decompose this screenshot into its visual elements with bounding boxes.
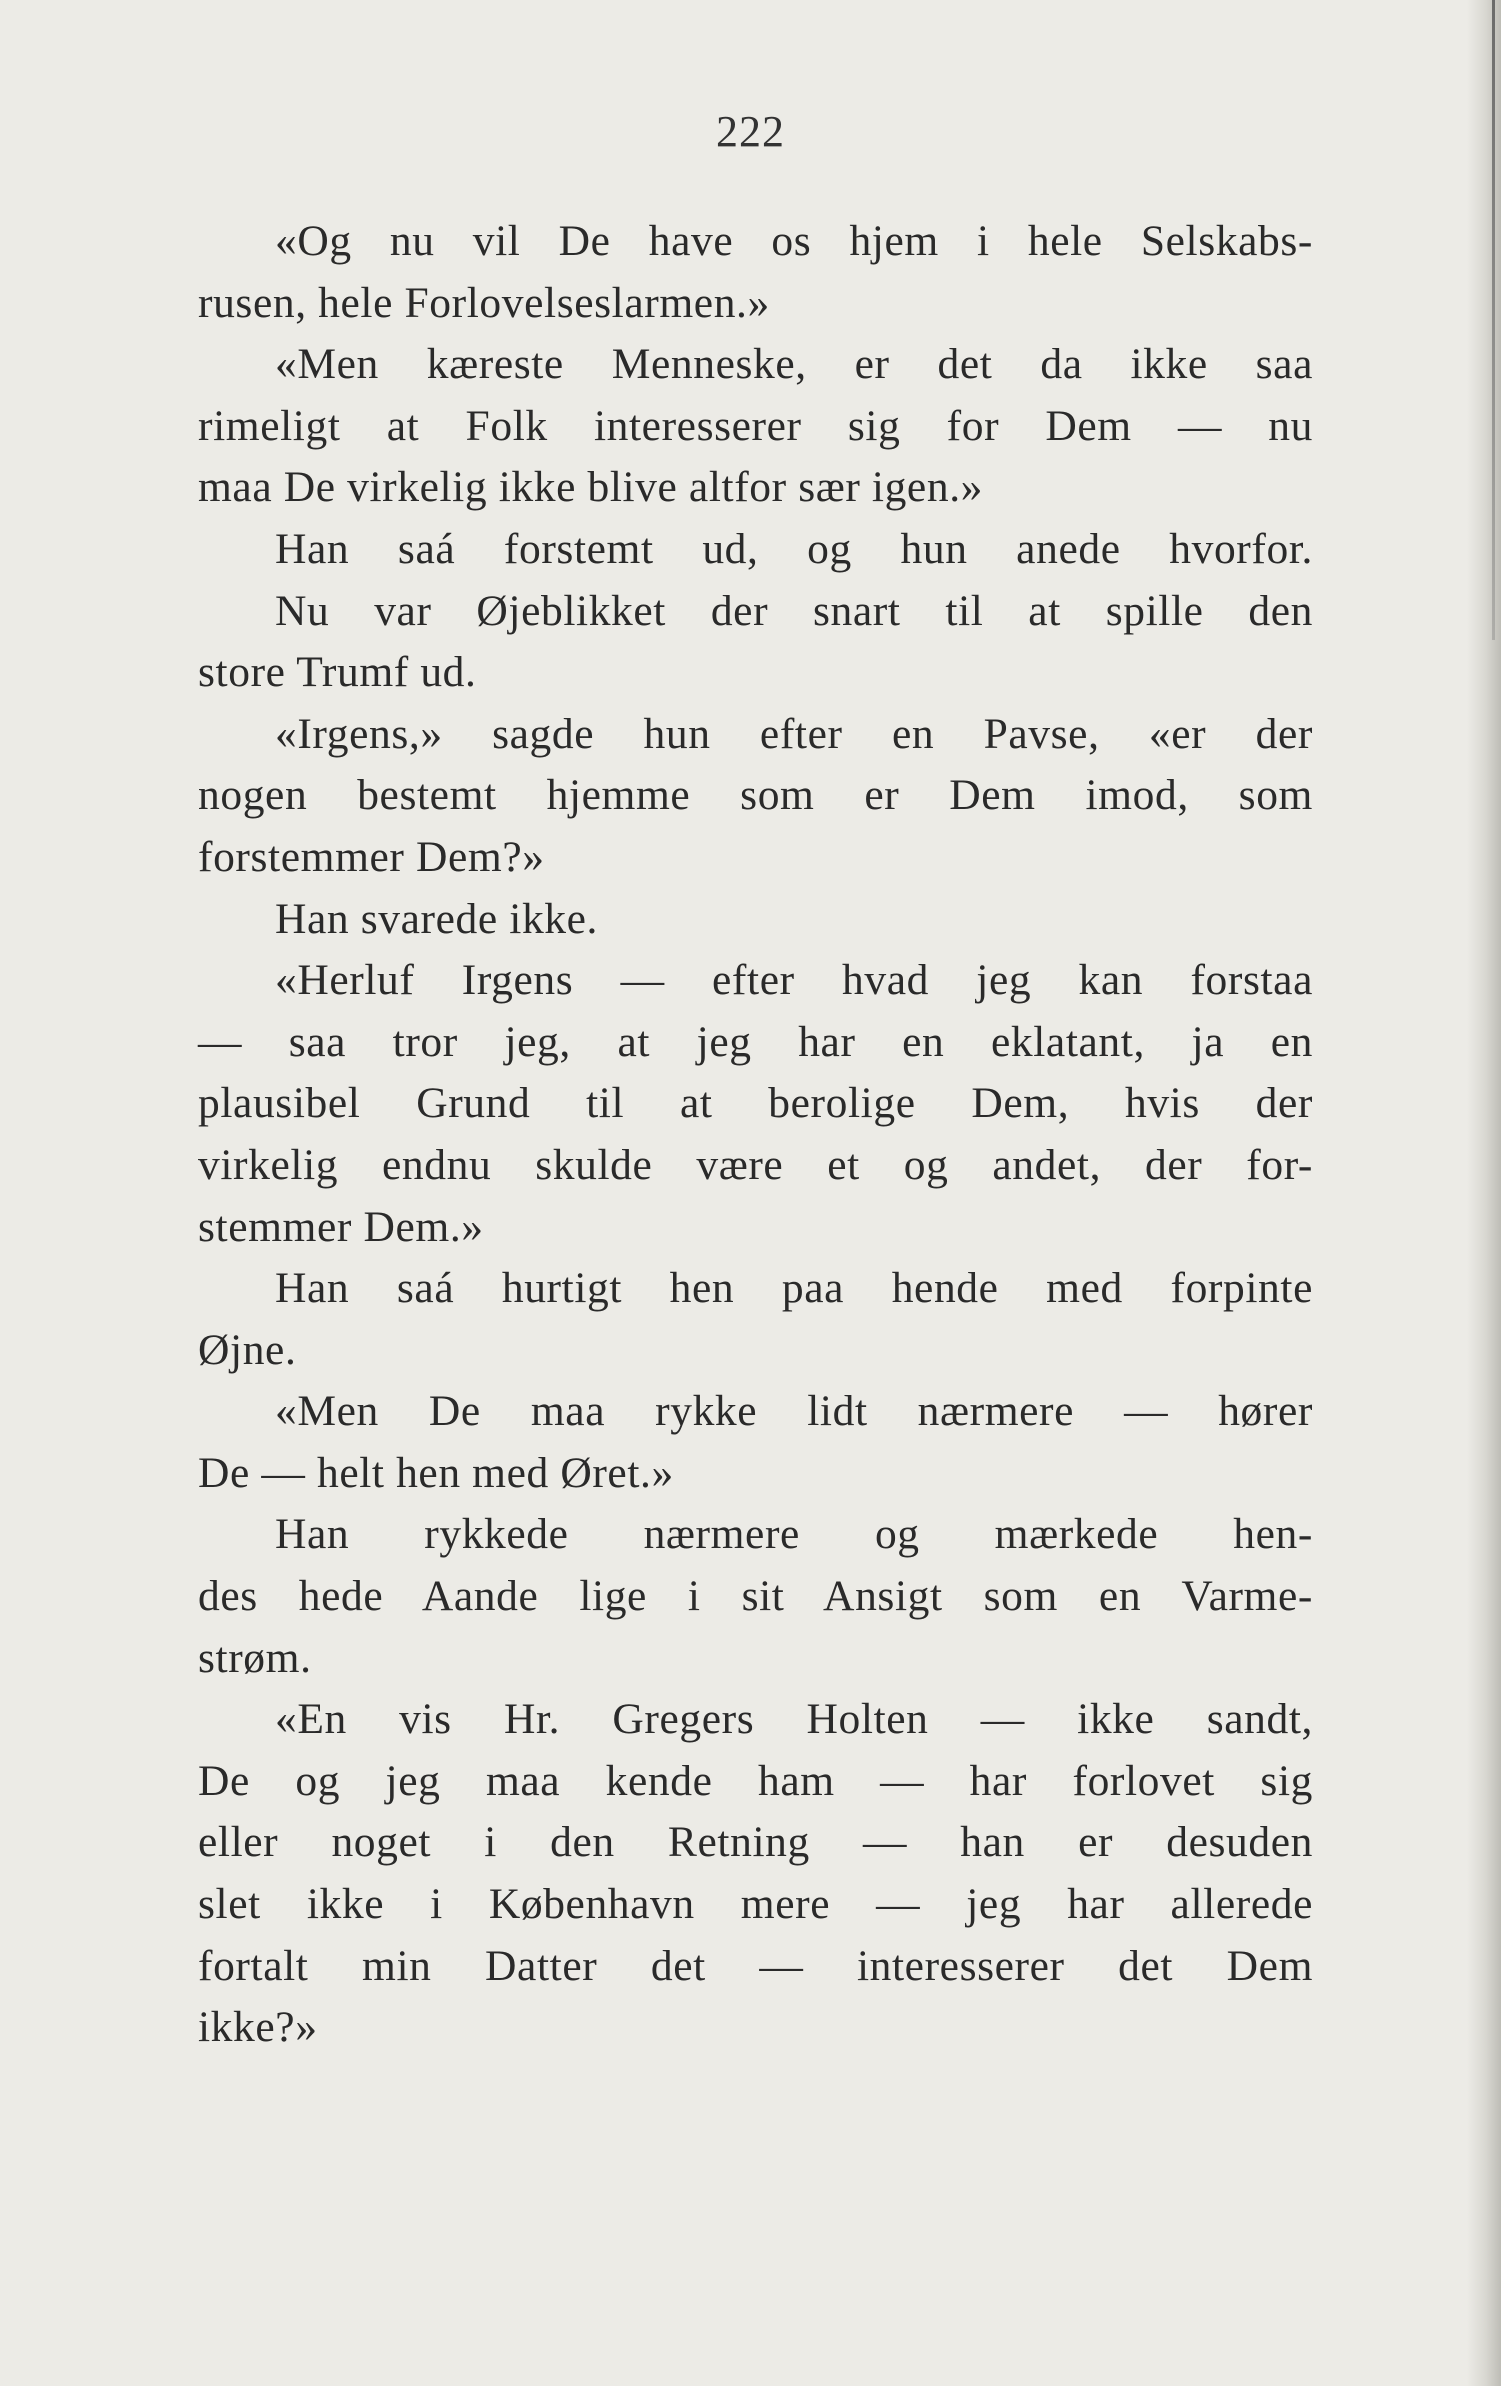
text-line: «Herluf Irgens — efter hvad jeg kan forstaa — [275, 956, 1313, 1005]
text-line: «Og nu vil De have os hjem i hele Selskabs- — [275, 217, 1313, 265]
text-line: «Irgens,» sagde hun efter en Pavse, «er der — [275, 709, 1313, 758]
page-edge-line — [1492, 0, 1495, 640]
text-line: strøm. — [198, 1633, 312, 1682]
text-line: «En vis Hr. Gregers Holten — ikke sandt, — [275, 1695, 1313, 1744]
text-line: «Men kæreste Menneske, er det da ikke saa — [275, 340, 1313, 389]
text-line: Han saá hurtigt hen paa hende med forpinte — [275, 1264, 1313, 1313]
text-line: plausibel Grund til at berolige Dem, hvis der — [198, 1079, 1313, 1128]
body-text — [198, 211, 1313, 2059]
text-line: rusen, hele Forlovelseslarmen.» — [198, 278, 770, 327]
text-line: maa De virkelig ikke blive altfor sær igen.» — [198, 463, 984, 512]
text-line: De — helt hen med Øret.» — [198, 1448, 674, 1497]
text-line: Han svarede ikke. — [275, 894, 599, 943]
text-line: slet ikke i København mere — jeg har allerede — [198, 1880, 1313, 1929]
text-line: — saa tror jeg, at jeg har en eklatant, ja en — [198, 1017, 1313, 1066]
text-line: Han rykkede nærmere og mærkede hen- — [275, 1510, 1313, 1559]
text-line: «Men De maa rykke lidt nærmere — hører — [275, 1387, 1313, 1436]
text-line: stemmer Dem.» — [198, 1202, 484, 1251]
text-line: Øjne. — [198, 1325, 297, 1374]
page-number: 222 — [716, 107, 785, 156]
text-line: Han saá forstemt ud, og hun anede hvorfor. — [275, 524, 1313, 573]
text-line: virkelig endnu skulde være et og andet, der for- — [198, 1140, 1313, 1189]
text-line: forstemmer Dem?» — [198, 832, 545, 881]
text-line: rimeligt at Folk interesserer sig for Dem — nu — [198, 401, 1313, 450]
text-line: ikke?» — [198, 2003, 318, 2052]
text-line: des hede Aande lige i sit Ansigt som en Varme- — [198, 1572, 1313, 1621]
text-line: Nu var Øjeblikket der snart til at spille den — [275, 586, 1313, 635]
text-line: eller noget i den Retning — han er desuden — [198, 1818, 1313, 1867]
text-line: De og jeg maa kende ham — har forlovet sig — [198, 1756, 1313, 1805]
page-edge-shadow — [1467, 0, 1501, 2386]
text-line: nogen bestemt hjemme som er Dem imod, som — [198, 771, 1313, 820]
text-line: fortalt min Datter det — interesserer det Dem — [198, 1941, 1313, 1990]
text-line: store Trumf ud. — [198, 648, 477, 697]
